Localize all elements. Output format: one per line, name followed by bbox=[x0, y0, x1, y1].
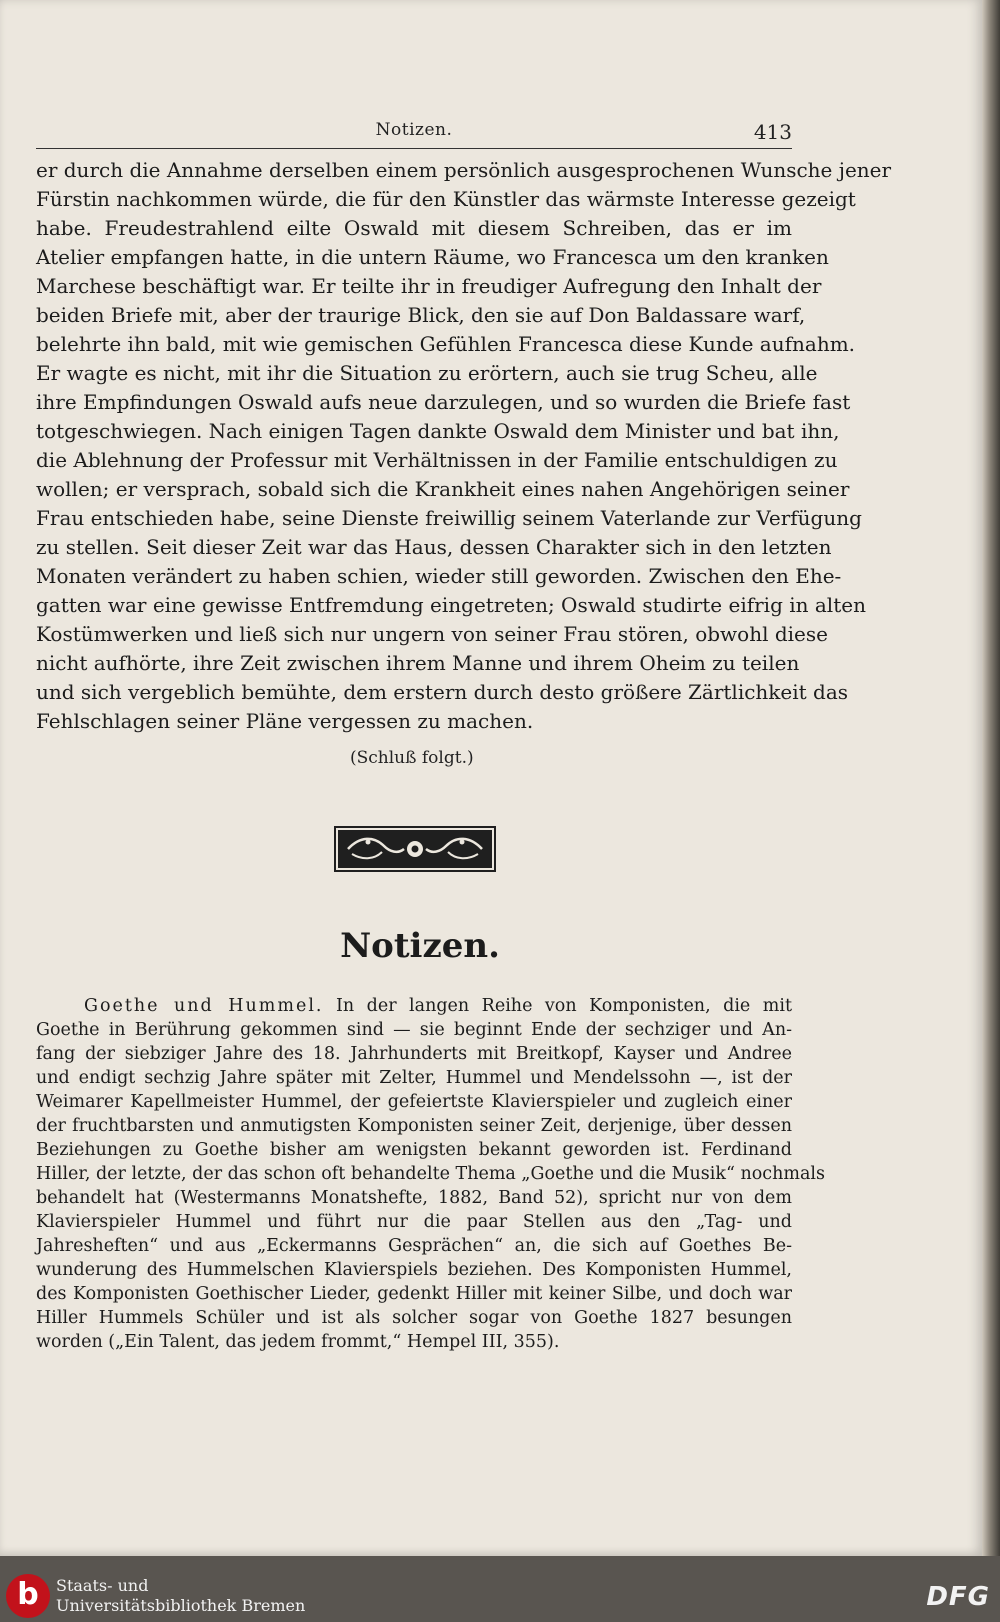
library-name-line: Staats- und bbox=[56, 1576, 149, 1595]
text-line: Weimarer Kapellmeister Hummel, der gefeiertste Klavierspieler und zugleich einer bbox=[36, 1092, 792, 1112]
text-line: die Ablehnung der Professur mit Verhältnissen in der Familie entschuldigen zu bbox=[36, 448, 838, 472]
text-line: totgeschwiegen. Nach einigen Tagen dankte Oswald dem Minister und bat ihn, bbox=[36, 419, 840, 443]
text-line: Monaten verändert zu haben schien, wieder still geworden. Zwischen den Ehe- bbox=[36, 564, 842, 588]
text-line bbox=[36, 994, 792, 1018]
page-header bbox=[36, 114, 792, 149]
text-line: ihre Empfindungen Oswald aufs neue darzulegen, und so wurden die Briefe fast bbox=[36, 390, 851, 414]
text-line: und sich vergeblich bemühte, dem erstern durch desto größere Zärtlichkeit das bbox=[36, 680, 849, 704]
text-line: zu stellen. Seit dieser Zeit war das Haus, dessen Charakter sich in den letzten bbox=[36, 535, 832, 559]
text-line: wunderung des Hummelschen Klavierspiels beziehen. Des Komponisten Hummel, bbox=[36, 1260, 792, 1280]
text-line: Fehlschlagen seiner Pläne vergessen zu machen. bbox=[36, 709, 534, 733]
text-line: fang der siebziger Jahre des 18. Jahrhunderts mit Breitkopf, Kayser und Andree bbox=[36, 1044, 792, 1064]
story-ending-text bbox=[36, 156, 892, 736]
note-heading: Goethe und Hummel. bbox=[84, 996, 324, 1016]
text-line: Hiller, der letzte, der das schon oft behandelte Thema „Goethe und die Musik“ nochmals bbox=[36, 1164, 825, 1184]
text-line: worden („Ein Talent, das jedem frommt,“ Hempel III, 355). bbox=[36, 1332, 560, 1352]
text-line: der fruchtbarsten und anmutigsten Komponisten seiner Zeit, derjenige, über dessen bbox=[36, 1116, 792, 1136]
library-logo-icon[interactable]: b bbox=[6, 1574, 50, 1618]
text-line: und endigt sechzig Jahre später mit Zelter, Hummel und Mendelssohn —, ist der bbox=[36, 1068, 792, 1088]
page-number: 413 bbox=[753, 120, 792, 144]
page-edge bbox=[982, 0, 1000, 1556]
floral-ornament-icon bbox=[340, 832, 490, 866]
text-line: habe. Freudestrahlend eilte Oswald mit diesem Schreiben, das er im bbox=[36, 216, 792, 240]
section-title: Notizen. bbox=[340, 926, 500, 966]
text-line: er durch die Annahme derselben einem persönlich ausgesprochenen Wunsche jener bbox=[36, 158, 892, 182]
text-line: Klavierspieler Hummel und führt nur die paar Stellen aus den „Tag- und bbox=[36, 1212, 792, 1232]
library-name[interactable] bbox=[56, 1576, 305, 1616]
text-line: behandelt hat (Westermanns Monatshefte, 1882, Band 52), spricht nur von dem bbox=[36, 1188, 792, 1208]
text-line: des Komponisten Goethischer Lieder, gedenkt Hiller mit keiner Silbe, und doch war bbox=[36, 1284, 792, 1304]
text-line: Goethe in Berührung gekommen sind — sie beginnt Ende der sechziger und An- bbox=[36, 1020, 792, 1040]
text-line: nicht aufhörte, ihre Zeit zwischen ihrem Manne und ihrem Oheim zu teilen bbox=[36, 651, 800, 675]
note-first-line: In der langen Reihe von Komponisten, die mit bbox=[323, 996, 792, 1016]
text-line: Beziehungen zu Goethe bisher am wenigsten bekannt geworden ist. Ferdinand bbox=[36, 1140, 792, 1160]
text-line: Hiller Hummels Schüler und ist als solcher sogar von Goethe 1827 besungen bbox=[36, 1308, 792, 1328]
text-line: Marchese beschäftigt war. Er teilte ihr in freudiger Aufregung den Inhalt der bbox=[36, 274, 822, 298]
text-line: Atelier empfangen hatte, in die untern Räume, wo Francesca um den kranken bbox=[36, 245, 829, 269]
notes-text bbox=[36, 994, 825, 1354]
text-line: gatten war eine gewisse Entfremdung eingetreten; Oswald studirte eifrig in alten bbox=[36, 593, 866, 617]
text-line: Jahresheften“ und aus „Eckermanns Gesprächen“ an, die sich auf Goethes Be- bbox=[36, 1236, 792, 1256]
text-line: Fürstin nachkommen würde, die für den Künstler das wärmste Interesse gezeigt bbox=[36, 187, 856, 211]
text-line: Er wagte es nicht, mit ihr die Situation zu erörtern, auch sie trug Scheu, alle bbox=[36, 361, 818, 385]
continued-note: (Schluß folgt.) bbox=[350, 748, 474, 768]
text-line: beiden Briefe mit, aber der traurige Blick, den sie auf Don Baldassare warf, bbox=[36, 303, 806, 327]
library-name-line: Universitätsbibliothek Bremen bbox=[56, 1596, 306, 1615]
text-line: belehrte ihn bald, mit wie gemischen Gefühlen Francesca diese Kunde aufnahm. bbox=[36, 332, 856, 356]
dfg-logo-icon[interactable]: DFG bbox=[926, 1582, 990, 1612]
text-line: Kostümwerken und ließ sich nur ungern von seiner Frau stören, obwohl diese bbox=[36, 622, 828, 646]
text-line: wollen; er versprach, sobald sich die Krankheit eines nahen Angehörigen seiner bbox=[36, 477, 850, 501]
running-head: Notizen. bbox=[375, 120, 453, 140]
ornament-divider bbox=[338, 830, 492, 868]
text-line: Frau entschieden habe, seine Dienste freiwillig seinem Vaterlande zur Verfügung bbox=[36, 506, 862, 530]
